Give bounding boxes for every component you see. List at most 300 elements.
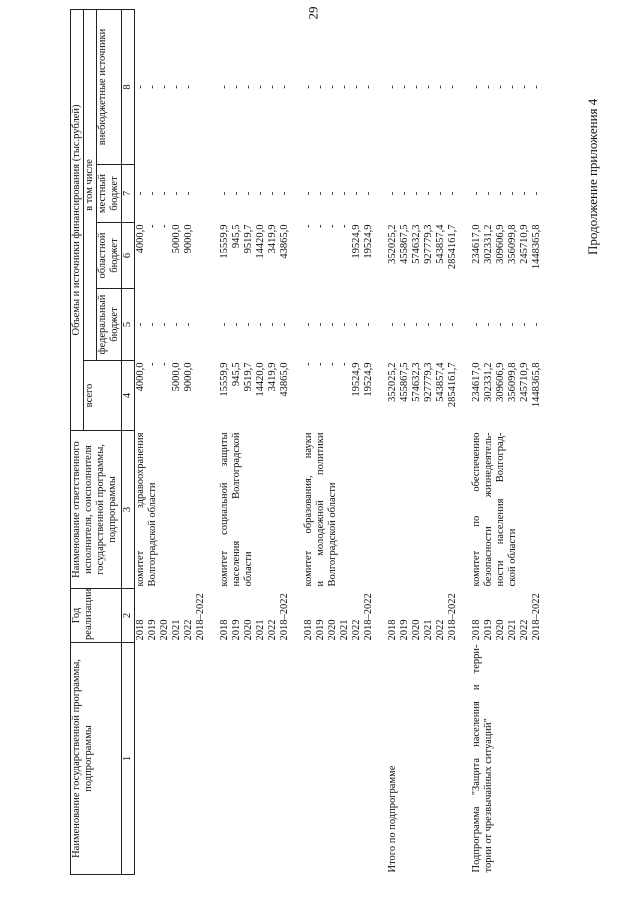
executor-cell-line: комитет здравоохранения (135, 432, 146, 587)
year-cell-line: 2019 (399, 619, 410, 641)
offbudget-cell-line: - (339, 85, 350, 89)
year-cell-line: 2022 (519, 619, 530, 641)
local-cell-lines (135, 167, 207, 221)
executor-cell-line: ской области (507, 528, 518, 587)
regional-cell (387, 223, 459, 289)
local-cell-line: - (507, 191, 518, 196)
regional-cell-line: - (327, 224, 338, 228)
federal-cell-lines (303, 291, 375, 359)
regional-cell-line: 19524,9 (363, 224, 374, 259)
total-cell-line: 574632,3 (411, 362, 422, 402)
regional-cell-line: - (315, 224, 326, 228)
regional-cell-line: 15559,9 (219, 224, 230, 259)
local-cell (471, 165, 543, 223)
federal-cell-line: - (435, 322, 446, 327)
regional-cell-line: 574632,3 (411, 224, 422, 264)
total-cell-line: 356099,8 (507, 362, 518, 402)
total-cell-line: 4000,0 (135, 362, 146, 392)
offbudget-cell-line: - (135, 85, 146, 89)
offbudget-cell-line: - (519, 85, 530, 89)
regional-cell-line: 309606,9 (495, 224, 506, 264)
federal-cell-lines (135, 291, 207, 359)
offbudget-cell-line: - (495, 85, 506, 89)
local-cell-line: - (315, 191, 326, 196)
total-cell-line: 927779,3 (423, 362, 434, 402)
year-cell-line: 2021 (339, 619, 350, 641)
local-cell-line: - (483, 191, 494, 196)
year-cell-lines (387, 591, 459, 641)
year-cell (219, 589, 291, 643)
offbudget-cell-line: - (447, 85, 458, 89)
total-cell-line: 302331,2 (483, 362, 494, 402)
total-cell-line: 2854161,7 (447, 362, 458, 408)
total-cell-line: - (327, 362, 338, 366)
federal-cell-line: - (159, 322, 170, 327)
row-spacer-cell (291, 9, 303, 874)
federal-cell-lines (387, 291, 459, 359)
year-cell-lines (471, 591, 543, 641)
executor-cell-lines (303, 433, 339, 587)
offbudget-cell-line: - (411, 85, 422, 89)
total-cell-line: 352025,2 (387, 362, 398, 402)
federal-cell-line: - (483, 322, 494, 327)
local-cell-line: - (303, 191, 314, 196)
total-cell-line: - (147, 362, 158, 366)
header-executor: Наименование ответственного исполнителя, соисполнителя государственной программы, подпрограммы (71, 431, 122, 589)
offbudget-cell-line: - (231, 85, 242, 89)
offbudget-cell-line: - (315, 85, 326, 89)
local-cell-line: - (447, 191, 458, 196)
federal-cell-lines (471, 291, 543, 359)
local-cell-line: - (531, 191, 542, 196)
executor-cell-line: безопасности жизнедеятель- (483, 432, 494, 587)
federal-cell-line: - (219, 322, 230, 327)
executor-cell-line: комитет социальной защиты (219, 432, 230, 587)
year-cell-line: 2018–2022 (363, 593, 374, 641)
total-cell-line: 945,5 (231, 362, 242, 387)
regional-cell-lines (387, 225, 459, 287)
offbudget-cell (387, 9, 459, 164)
regional-cell-line: 356099,8 (507, 224, 518, 264)
offbudget-cell-line: - (435, 85, 446, 89)
federal-cell-line: - (171, 322, 182, 327)
federal-cell-line: - (519, 322, 530, 327)
executor-cell-lines (219, 433, 255, 587)
regional-cell-line: 2854161,7 (447, 224, 458, 270)
total-cell-line: 5000,0 (171, 362, 182, 392)
row-spacer (459, 9, 471, 874)
header-total: всего (84, 361, 122, 431)
header-federal: федеральный бюджет (97, 289, 122, 361)
regional-cell-line: 352025,2 (387, 224, 398, 264)
total-cell-line: 19524,9 (351, 362, 362, 397)
total-cell-line: 19524,9 (363, 362, 374, 397)
program-name-cell-lines (471, 645, 495, 873)
federal-cell-line: - (363, 322, 374, 327)
regional-cell-lines (471, 225, 543, 287)
federal-cell-line: - (507, 322, 518, 327)
program-name-cell-line: тории от чрезвычайных ситуаций" (483, 718, 494, 873)
year-cell-line: 2020 (243, 619, 254, 641)
total-cell-line: 14420,0 (255, 362, 266, 397)
federal-cell-line: - (411, 322, 422, 327)
year-cell-line: 2022 (183, 619, 194, 641)
offbudget-cell (135, 9, 208, 164)
federal-cell-line: - (423, 322, 434, 327)
header-num-1: 1 (122, 643, 135, 875)
header-offbudget: внебюджетные источники (97, 9, 122, 164)
executor-cell-line: ности населения Волгоград- (495, 432, 506, 587)
year-cell-line: 2021 (507, 619, 518, 641)
local-cell-line (195, 167, 207, 221)
local-cell-line: - (387, 191, 398, 196)
federal-cell-line: - (231, 322, 242, 327)
total-cell-line: - (303, 362, 314, 366)
regional-cell-lines (219, 225, 291, 287)
header-num-2: 2 (122, 589, 135, 643)
regional-cell-line: 3419,9 (267, 224, 278, 254)
row-spacer-cell (375, 9, 387, 874)
total-cell-line: 455867,5 (399, 362, 410, 402)
regional-cell-line (195, 225, 207, 287)
table-row (471, 9, 543, 874)
total-cell-line: 9519,7 (243, 362, 254, 392)
offbudget-cell-line: - (267, 85, 278, 89)
year-cell (471, 589, 543, 643)
local-cell-lines (303, 167, 375, 221)
offbudget-cell-line: - (387, 85, 398, 89)
regional-cell-line: 1448365,8 (531, 224, 542, 270)
regional-cell-line: 927779,3 (423, 224, 434, 264)
executor-cell (219, 431, 291, 589)
total-cell-line: 309606,9 (495, 362, 506, 402)
local-cell-line: - (159, 191, 170, 196)
federal-cell (303, 289, 375, 361)
local-cell-line: - (243, 191, 254, 196)
regional-cell (471, 223, 543, 289)
year-cell-line: 2018–2022 (447, 593, 458, 641)
executor-cell (387, 431, 459, 589)
continuation-title: Продолжение приложения 4 (585, 98, 600, 255)
federal-cell-line: - (339, 322, 350, 327)
program-name-cell (471, 643, 543, 875)
local-cell (219, 165, 291, 223)
offbudget-cell-line: - (243, 85, 254, 89)
federal-cell-lines (219, 291, 291, 359)
total-cell-line: - (315, 362, 326, 366)
regional-cell-line: 245710,9 (519, 224, 530, 264)
year-cell-lines (135, 591, 207, 641)
year-cell-line: 2018 (219, 619, 230, 641)
regional-cell-line: 302331,2 (483, 224, 494, 264)
year-cell-line: 2022 (435, 619, 446, 641)
local-cell (387, 165, 459, 223)
regional-cell-line: 234617,0 (471, 224, 482, 264)
local-cell-line: - (471, 191, 482, 196)
federal-cell-line: - (531, 322, 542, 327)
table-body (135, 6, 544, 874)
year-cell (387, 589, 459, 643)
local-cell-line: - (411, 191, 422, 196)
federal-cell (135, 289, 208, 361)
year-cell-lines (303, 591, 375, 641)
local-cell-line: - (267, 191, 278, 196)
local-cell-line: - (147, 191, 158, 196)
regional-cell-line: 543857,4 (435, 224, 446, 264)
federal-cell (387, 289, 459, 361)
year-cell (303, 589, 375, 643)
offbudget-cell-lines (135, 11, 207, 162)
total-cell-line: 43865,0 (279, 362, 290, 397)
regional-cell-line: 455867,5 (399, 224, 410, 264)
offbudget-cell-line: - (363, 85, 374, 89)
federal-cell-line: - (183, 322, 194, 327)
executor-cell-line: населения Волгоградской (231, 432, 242, 587)
total-cell (471, 361, 543, 431)
federal-cell-line: - (243, 322, 254, 327)
regional-cell-line: - (147, 224, 158, 228)
header-volumes: Объемы и источники финансирования (тыс.рублей) (71, 9, 84, 430)
header-num-5: 5 (122, 289, 135, 361)
total-cell-line: 9000,0 (183, 362, 194, 392)
table-row (219, 9, 291, 874)
year-cell-line: 2022 (267, 619, 278, 641)
total-cell-line: - (159, 362, 170, 366)
regional-cell-line: 14420,0 (255, 224, 266, 259)
total-cell (387, 361, 459, 431)
offbudget-cell-line: - (471, 85, 482, 89)
row-spacer (291, 9, 303, 874)
regional-cell-line: 5000,0 (171, 224, 182, 254)
regional-cell (303, 223, 375, 289)
header-program-name: Наименование государственной программы, подпрограммы (71, 643, 122, 875)
total-cell-line: - (339, 362, 350, 366)
year-cell-line: 2018–2022 (279, 593, 290, 641)
regional-cell (135, 223, 208, 289)
local-cell-line: - (435, 191, 446, 196)
total-cell-lines (303, 363, 375, 429)
executor-cell-line: Волгоградской области (147, 482, 158, 587)
offbudget-cell-line: - (423, 85, 434, 89)
offbudget-cell-line: - (507, 85, 518, 89)
federal-cell-line: - (471, 322, 482, 327)
table-row (135, 9, 208, 874)
table-row (387, 9, 459, 874)
local-cell-line: - (399, 191, 410, 196)
total-cell-line: 1448365,8 (531, 362, 542, 408)
total-cell (303, 361, 375, 431)
offbudget-cell-line: - (159, 85, 170, 89)
local-cell-line: - (219, 191, 230, 196)
federal-cell-line: - (147, 322, 158, 327)
total-cell-line: 543857,4 (435, 362, 446, 402)
federal-cell-line: - (267, 322, 278, 327)
financing-table (70, 6, 543, 875)
executor-cell (303, 431, 375, 589)
offbudget-cell-line: - (399, 85, 410, 89)
local-cell-line: - (327, 191, 338, 196)
offbudget-cell-lines (387, 11, 459, 162)
year-cell-line: 2019 (147, 619, 158, 641)
local-cell-line: - (171, 191, 182, 196)
year-cell-line: 2020 (411, 619, 422, 641)
federal-cell-line: - (327, 322, 338, 327)
federal-cell-line: - (351, 322, 362, 327)
executor-cell-line: комитет по обеспечению (471, 432, 482, 587)
regional-cell-line: - (339, 224, 350, 228)
local-cell-line: - (339, 191, 350, 196)
regional-cell-lines (303, 225, 375, 287)
federal-cell-line: - (255, 322, 266, 327)
federal-cell-line: - (387, 322, 398, 327)
year-cell-line: 2021 (423, 619, 434, 641)
local-cell-line: - (519, 191, 530, 196)
local-cell-lines (387, 167, 459, 221)
executor-cell-line: и молодежной политики (315, 432, 326, 587)
executor-cell-line: Волгоградской области (327, 482, 338, 587)
federal-cell-line: - (447, 322, 458, 327)
federal-cell-line: - (315, 322, 326, 327)
federal-cell-line: - (399, 322, 410, 327)
offbudget-cell-lines (219, 11, 291, 162)
offbudget-cell-line: - (279, 85, 290, 89)
regional-cell-lines (135, 225, 207, 287)
total-cell-line: 234617,0 (471, 362, 482, 402)
local-cell-line: - (255, 191, 266, 196)
program-name-cell-lines (387, 645, 399, 873)
federal-cell-line: - (135, 322, 146, 327)
local-cell-lines (219, 167, 291, 221)
year-cell-line: 2021 (255, 619, 266, 641)
program-name-cell (135, 643, 208, 875)
total-cell-lines (471, 363, 543, 429)
year-cell-line: 2018 (303, 619, 314, 641)
local-cell-line: - (135, 191, 146, 196)
local-cell (303, 165, 375, 223)
year-cell-line: 2021 (171, 619, 182, 641)
offbudget-cell-line: - (327, 85, 338, 89)
offbudget-cell-line: - (171, 85, 182, 89)
offbudget-cell-line: - (351, 85, 362, 89)
header-local: местный бюджет (97, 165, 122, 223)
local-cell-line: - (495, 191, 506, 196)
local-cell-line: - (351, 191, 362, 196)
program-name-cell-line: Итого по подпрограмме (387, 765, 398, 873)
offbudget-cell-line: - (255, 85, 266, 89)
local-cell-line: - (423, 191, 434, 196)
executor-cell (135, 431, 208, 589)
executor-cell (471, 431, 543, 589)
offbudget-cell-line: - (303, 85, 314, 89)
offbudget-cell-line: - (219, 85, 230, 89)
offbudget-cell (219, 9, 291, 164)
year-cell-line: 2018–2022 (531, 593, 542, 641)
year-cell-line: 2020 (327, 619, 338, 641)
row-spacer-cell (459, 9, 471, 874)
program-name-cell (387, 643, 459, 875)
local-cell (135, 165, 208, 223)
year-cell-line: 2019 (231, 619, 242, 641)
header-num-6: 6 (122, 223, 135, 289)
year-cell-line: 2022 (351, 619, 362, 641)
offbudget-cell-line (195, 11, 207, 162)
total-cell-lines (219, 363, 291, 429)
regional-cell-line: - (159, 224, 170, 228)
header-including: в том числе (84, 9, 97, 360)
local-cell-line: - (183, 191, 194, 196)
row-spacer-cell (207, 9, 219, 874)
header-year: Год реализации (71, 589, 122, 643)
offbudget-cell-lines (471, 11, 543, 162)
federal-cell-line: - (495, 322, 506, 327)
program-name-cell (303, 643, 375, 875)
year-cell-line: 2020 (495, 619, 506, 641)
regional-cell-line: 4000,0 (135, 224, 146, 254)
header-num-3: 3 (122, 431, 135, 589)
executor-cell-lines (135, 433, 159, 587)
offbudget-cell (471, 9, 543, 164)
page-number: 29 (305, 6, 321, 20)
total-cell-line: 15559,9 (219, 362, 230, 397)
offbudget-cell-lines (303, 11, 375, 162)
offbudget-cell-line: - (183, 85, 194, 89)
executor-cell-line: комитет образования, науки (303, 432, 314, 587)
header-regional: областной бюджет (97, 223, 122, 289)
regional-cell-line: 43865,0 (279, 224, 290, 259)
table-header (71, 9, 135, 874)
total-cell-lines (387, 363, 459, 429)
regional-cell-line: 945,5 (231, 224, 242, 249)
year-cell-line: 2020 (159, 619, 170, 641)
executor-cell-line: области (243, 551, 254, 587)
regional-cell-line: 19524,9 (351, 224, 362, 259)
total-cell (135, 361, 208, 431)
federal-cell-line (195, 291, 207, 359)
year-cell (135, 589, 208, 643)
local-cell-line: - (231, 191, 242, 196)
year-cell-lines (219, 591, 291, 641)
header-num-7: 7 (122, 165, 135, 223)
executor-cell-lines (471, 433, 519, 587)
local-cell-line: - (363, 191, 374, 196)
local-cell-lines (471, 167, 543, 221)
federal-cell-line: - (279, 322, 290, 327)
program-name-cell (219, 643, 291, 875)
row-spacer (375, 9, 387, 874)
regional-cell-line: 9000,0 (183, 224, 194, 254)
federal-cell-line: - (303, 322, 314, 327)
year-cell-line: 2018–2022 (195, 593, 206, 641)
total-cell-lines (135, 363, 207, 429)
regional-cell-line: 9519,7 (243, 224, 254, 254)
total-cell-line (195, 363, 207, 429)
program-name-cell-line: Подпрограмма "Защита населения и терри- (471, 644, 482, 873)
regional-cell (219, 223, 291, 289)
offbudget-cell-line: - (531, 85, 542, 89)
year-cell-line: 2018 (135, 619, 146, 641)
total-cell-line: 3419,9 (267, 362, 278, 392)
federal-cell (471, 289, 543, 361)
year-cell-line: 2018 (387, 619, 398, 641)
year-cell-line: 2019 (483, 619, 494, 641)
local-cell-line: - (279, 191, 290, 196)
regional-cell-line: - (303, 224, 314, 228)
federal-cell (219, 289, 291, 361)
table-row (303, 9, 375, 874)
header-num-4: 4 (122, 361, 135, 431)
offbudget-cell-line: - (483, 85, 494, 89)
offbudget-cell (303, 6, 375, 164)
